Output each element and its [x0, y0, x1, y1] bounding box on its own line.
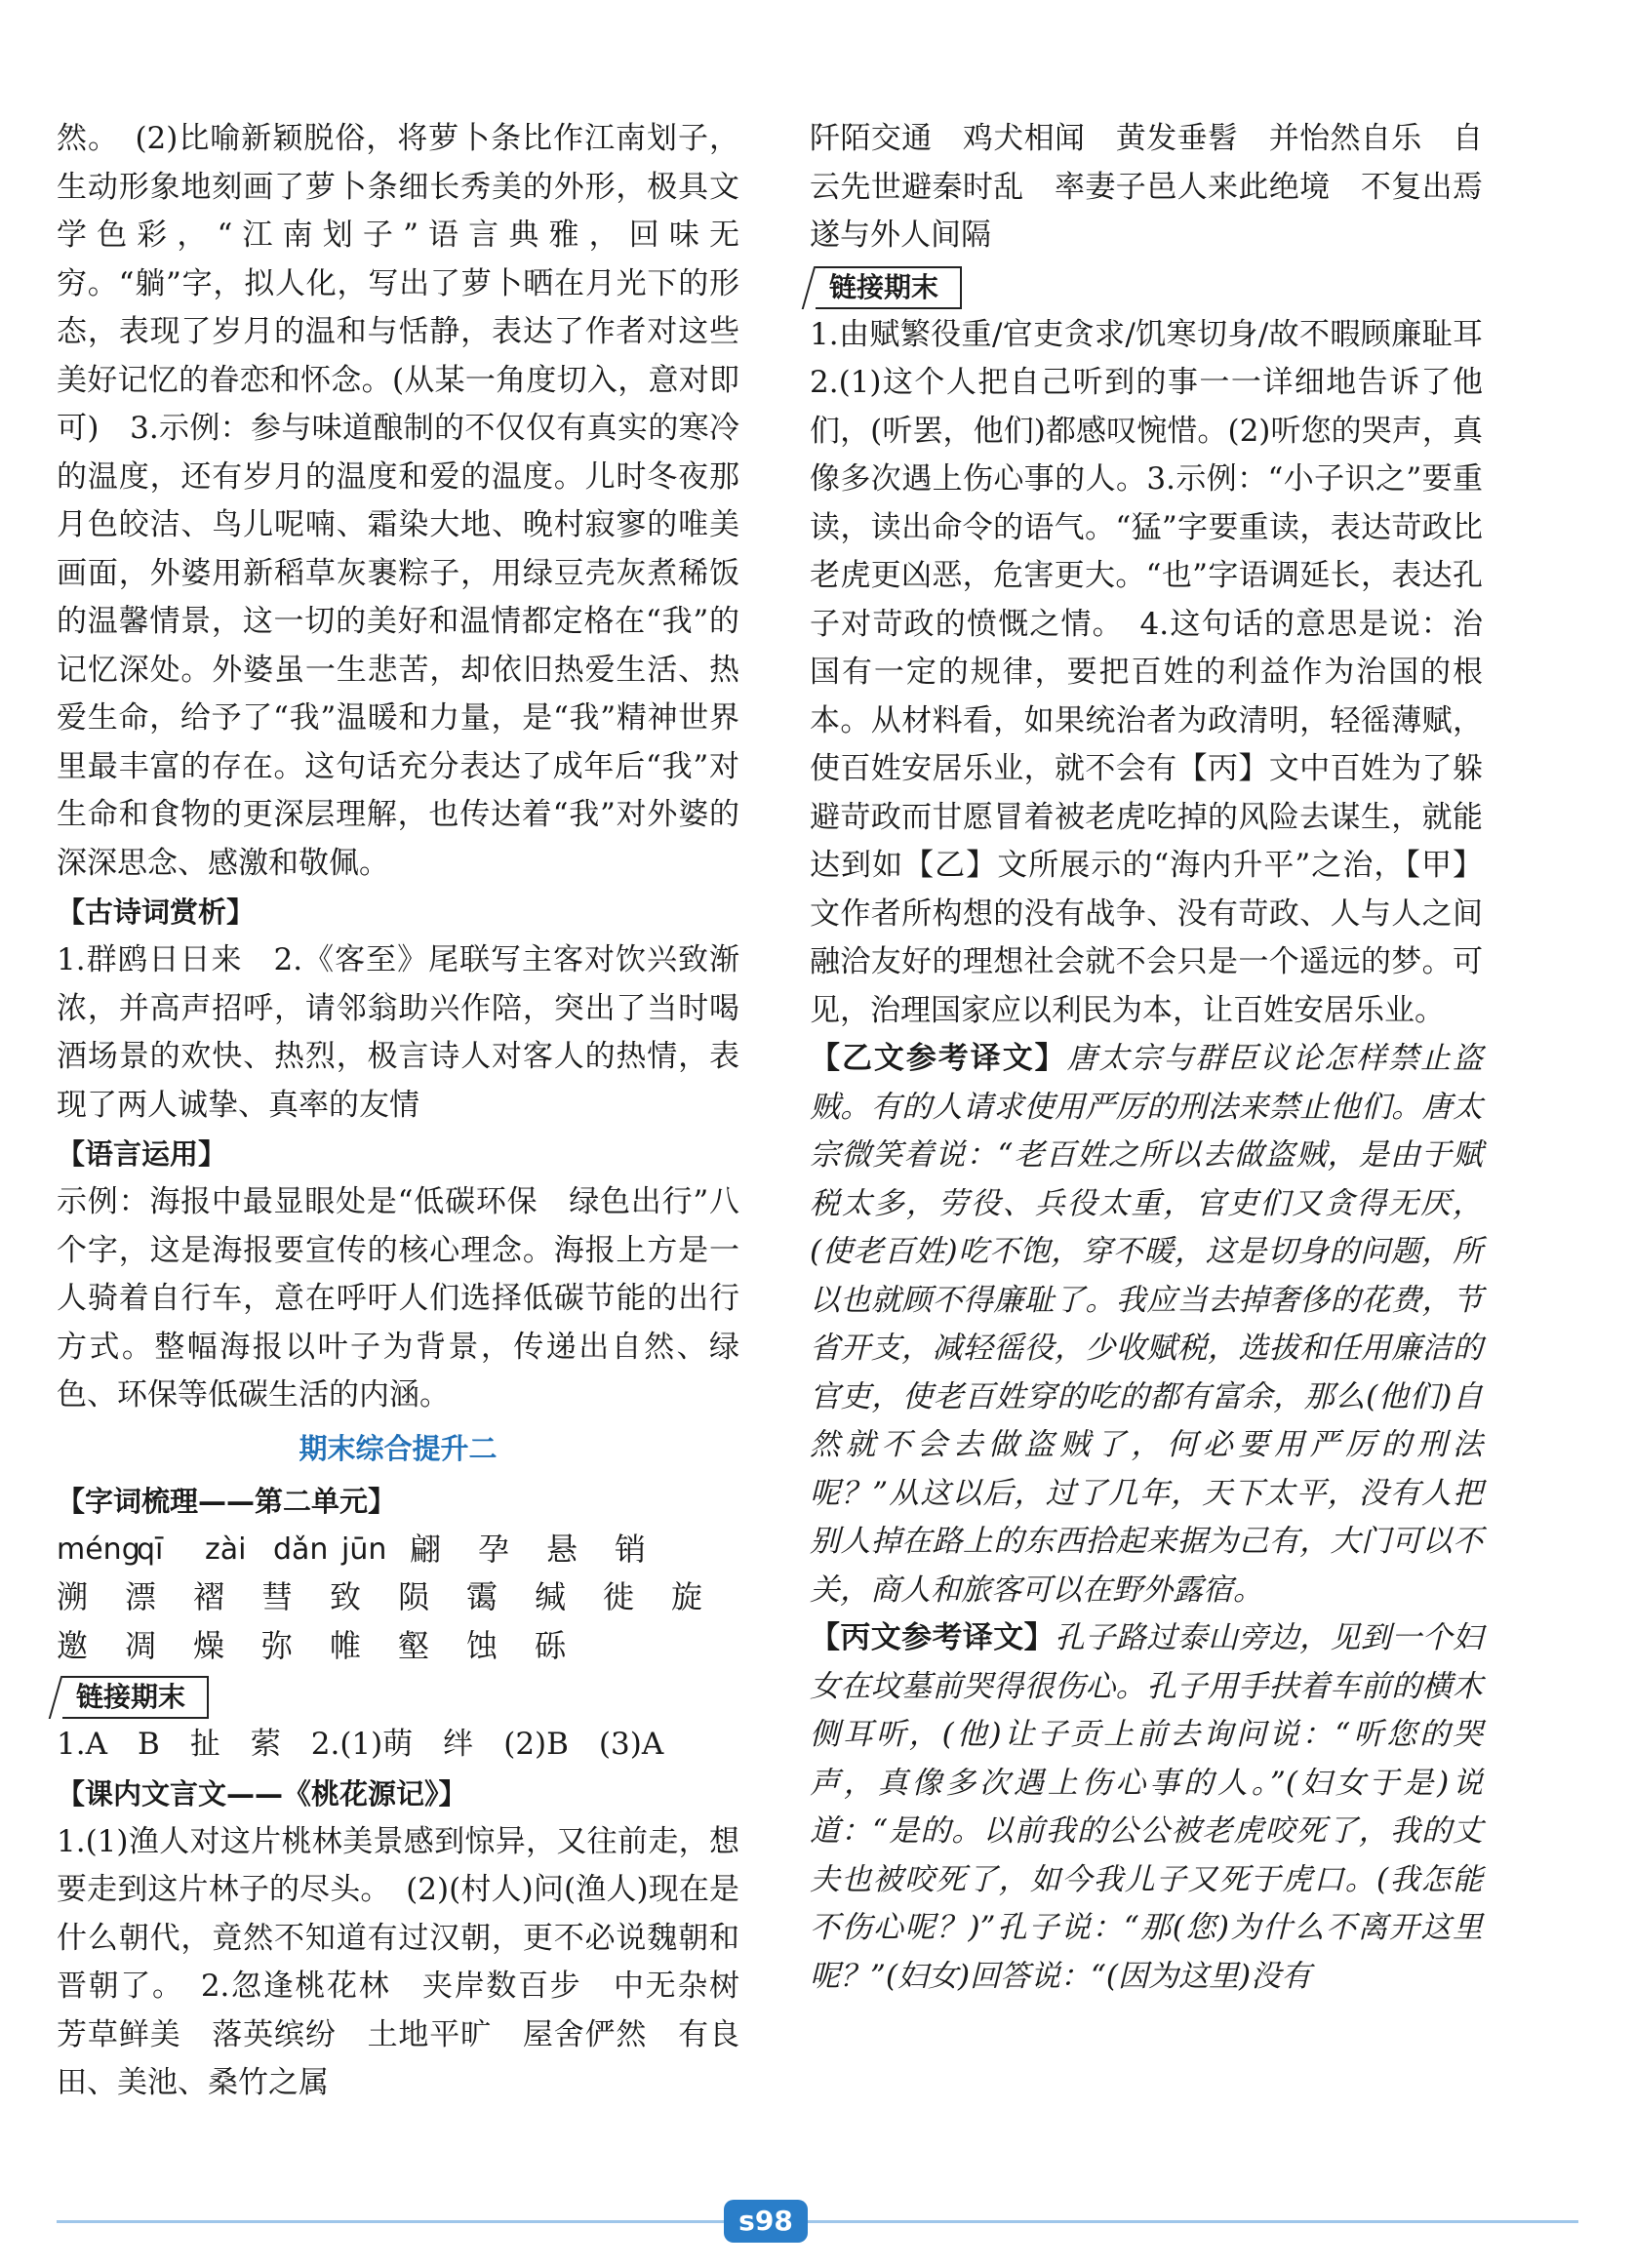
word-cell: jūn: [341, 1532, 387, 1567]
left-column: [57, 115, 770, 2108]
link-tag-wrapper: [57, 1670, 739, 1721]
section-heading-gushi: 【古诗词赏析】: [57, 895, 256, 929]
word-row-2: [57, 1573, 739, 1622]
translation-paragraph-bing: [810, 1614, 1483, 2001]
word-cell: 壑: [398, 1626, 430, 1664]
word-cell: 徙: [603, 1578, 635, 1615]
word-cell: 销: [615, 1530, 647, 1568]
section-heading-yuyan: 【语言运用】: [57, 1137, 227, 1171]
word-cell: 蚀: [466, 1626, 498, 1664]
answer-paragraph: 然。 (2)比喻新颖脱俗，将萝卜条比作江南划子，生动形象地刻画了萝卜条细长秀美的外形，极具文学色彩，“江南划子”语言典雅，回味无穷。“躺”字，拟人化，写出了萝卜晒在月光下的形态，表现了岁月的温和与恬静，表达了作者对这些美好记忆的眷恋和怀念。(从某一角度切入，意对即可) 3.示例：参与味道酿制的不仅仅有真实的寒冷的温度，还有岁月的温度和爱的温度。儿时冬夜那月色皎洁、鸟儿呢喃、霜染大地、晚村寂寥的唯美画面，外婆用新稻草灰裹粽子，用绿豆壳灰煮稀饭的温馨情景，这一切的美好和温情都定格在“我”的记忆深处。外婆虽一生悲苦，却依旧热爱生活、热爱生命，给予了“我”温暖和力量，是“我”精神世界里最丰富的存在。这句话充分表达了成年后“我”对生命和食物的更深层理解，也传达着“我”对外婆的深深思念、感激和敬佩。: [57, 121, 739, 881]
word-cell: 燥: [193, 1626, 225, 1664]
answer-paragraph: 1.A B 扯 萦 2.(1)萌 绊 (2)B (3)A: [57, 1727, 664, 1762]
translation-heading-bing: 【丙文参考译文】: [810, 1620, 1056, 1655]
answer-paragraph: 1.群鸥日日来 2.《客至》尾联写主客对饮兴致渐浓，并高声招呼，请邻翁助兴作陪，突出了当时喝酒场景的欢快、热烈，极言诗人对客人的热情，表现了两人诚挚、真率的友情: [57, 942, 739, 1123]
translation-text-bing: 孔子路过泰山旁边，见到一个妇女在坟墓前哭得很伤心。孔子用手扶着车前的横木侧耳听，(他)让子贡上前去询问说：“听您的哭声，真像多次遇上伤心事的人。”(妇女于是)说道：“是的。以前我的公公被老虎咬死了，我的丈夫也被咬死了，如今我儿子又死于虎口。(我怎能不伤心呢？)”孔子说：“那(您)为什么不离开这里呢？”(妇女)回答说：“(因为这里)没有: [810, 1620, 1483, 1994]
word-row-3: [57, 1622, 739, 1671]
word-cell: 陨: [398, 1578, 430, 1615]
word-cell: 邀: [57, 1626, 89, 1664]
word-cell: 缄: [535, 1578, 567, 1615]
translation-paragraph-yi: [810, 1035, 1483, 1614]
word-cell: 褶: [193, 1578, 225, 1615]
footer-rule: [57, 2220, 1578, 2223]
word-cell: 漂: [125, 1578, 157, 1615]
unit-title: 期末综合提升二: [299, 1431, 498, 1465]
answer-paragraph: 阡陌交通 鸡犬相闻 黄发垂髫 并怡然自乐 自云先世避秦时乱 率妻子邑人来此绝境 不复出焉 遂与外人间隔: [810, 121, 1513, 253]
word-cell: 悬: [546, 1530, 578, 1568]
translation-text-yi: 唐太宗与群臣议论怎样禁止盗贼。有的人请求使用严厉的刑法来禁止他们。唐太宗微笑着说：“老百姓之所以去做盗贼，是由于赋税太多，劳役、兵役太重，官吏们又贪得无厌，(使老百姓)吃不饱，穿不暖，这是切身的问题，所以也就顾不得廉耻了。我应当去掉奢侈的花费，节省开支，减轻徭役，少收赋税，选拔和任用廉洁的官吏，使老百姓穿的吃的都有富余，那么(他们)自然就不会去做盗贼了，何必要用严厉的刑法呢？”从这以后，过了几年，天下太平，没有人把别人掉在路上的东西拾起来据为己有，大门可以不关，商人和旅客可以在野外露宿。: [810, 1041, 1484, 1608]
word-cell: 翩: [410, 1530, 442, 1568]
word-cell: 砾: [535, 1626, 567, 1664]
word-cell: zài: [205, 1532, 247, 1567]
page-number: s98: [724, 2200, 808, 2243]
word-cell: 致: [330, 1578, 362, 1615]
section-heading-zici: 【字词梳理——第二单元】: [57, 1484, 397, 1518]
word-row-1: [57, 1526, 739, 1574]
word-cell: 凋: [125, 1626, 157, 1664]
translation-heading-yi: 【乙文参考译文】: [810, 1041, 1067, 1076]
word-cell: 帷: [330, 1626, 362, 1664]
word-cell: 溯: [57, 1578, 89, 1615]
link-final-tag: 链接期末: [62, 1676, 209, 1719]
section-heading-kenei: 【课内文言文——《桃花源记》】: [57, 1776, 467, 1810]
link-final-tag: 链接期末: [816, 266, 962, 309]
word-cell: dǎn: [273, 1532, 329, 1567]
word-cell: 孕: [478, 1530, 510, 1568]
word-cell: 霭: [466, 1578, 498, 1615]
answer-paragraph: 示例：海报中最显眼处是“低碳环保 绿色出行”八个字，这是海报要宣传的核心理念。海报上方是一人骑着自行车，意在呼吁人们选择低碳节能的出行方式。整幅海报以叶子为背景，传递出自然、绿色、环保等低碳生活的内涵。: [57, 1184, 739, 1413]
word-cell: 旋: [671, 1578, 703, 1615]
link-tag-wrapper: [810, 260, 1483, 311]
word-cell: 弥: [261, 1626, 294, 1664]
word-cell: qī: [137, 1532, 164, 1567]
answer-paragraph: 1.由赋繁役重/官吏贪求/饥寒切身/故不暇顾廉耻耳 2.(1)这个人把自己听到的事一一详细地告诉了他们，(听罢，他们)都感叹惋惜。(2)听您的哭声，真像多次遇上伤心事的人。3.示例：“小子识之”要重读，读出命令的语气。“猛”字要重读，表达苛政比老虎更凶恶，危害更大。“也”字语调延长，表达孔子对苛政的愤慨之情。 4.这句话的意思是说：治国有一定的规律，要把百姓的利益作为治国的根本。从材料看，如果统治者为政清明，轻徭薄赋，使百姓安居乐业，就不会有【丙】文中百姓为了躲避苛政而甘愿冒着被老虎吃掉的风险去谋生，就能达到如【乙】文所展示的“海内升平”之治，【甲】文作者所构想的没有战争、没有苛政、人与人之间融洽友好的理想社会就不会只是一个遥远的梦。可见，治理国家应以利民为本，让百姓安居乐业。: [810, 316, 1513, 1028]
word-cell: méng: [57, 1532, 140, 1567]
word-cell: 彗: [261, 1578, 294, 1615]
right-column: [810, 115, 1513, 2001]
answer-paragraph: 1.(1)渔人对这片桃林美景感到惊异，又往前走，想要走到这片林子的尽头。 (2)(村人)问(渔人)现在是什么朝代，竟然不知道有过汉朝，更不必说魏朝和晋朝了。 2.忽逢桃花林 夹岸数百步 中无杂树 芳草鲜美 落英缤纷 土地平旷 屋舍俨然 有良田、美池、桑竹之属: [57, 1823, 770, 2100]
